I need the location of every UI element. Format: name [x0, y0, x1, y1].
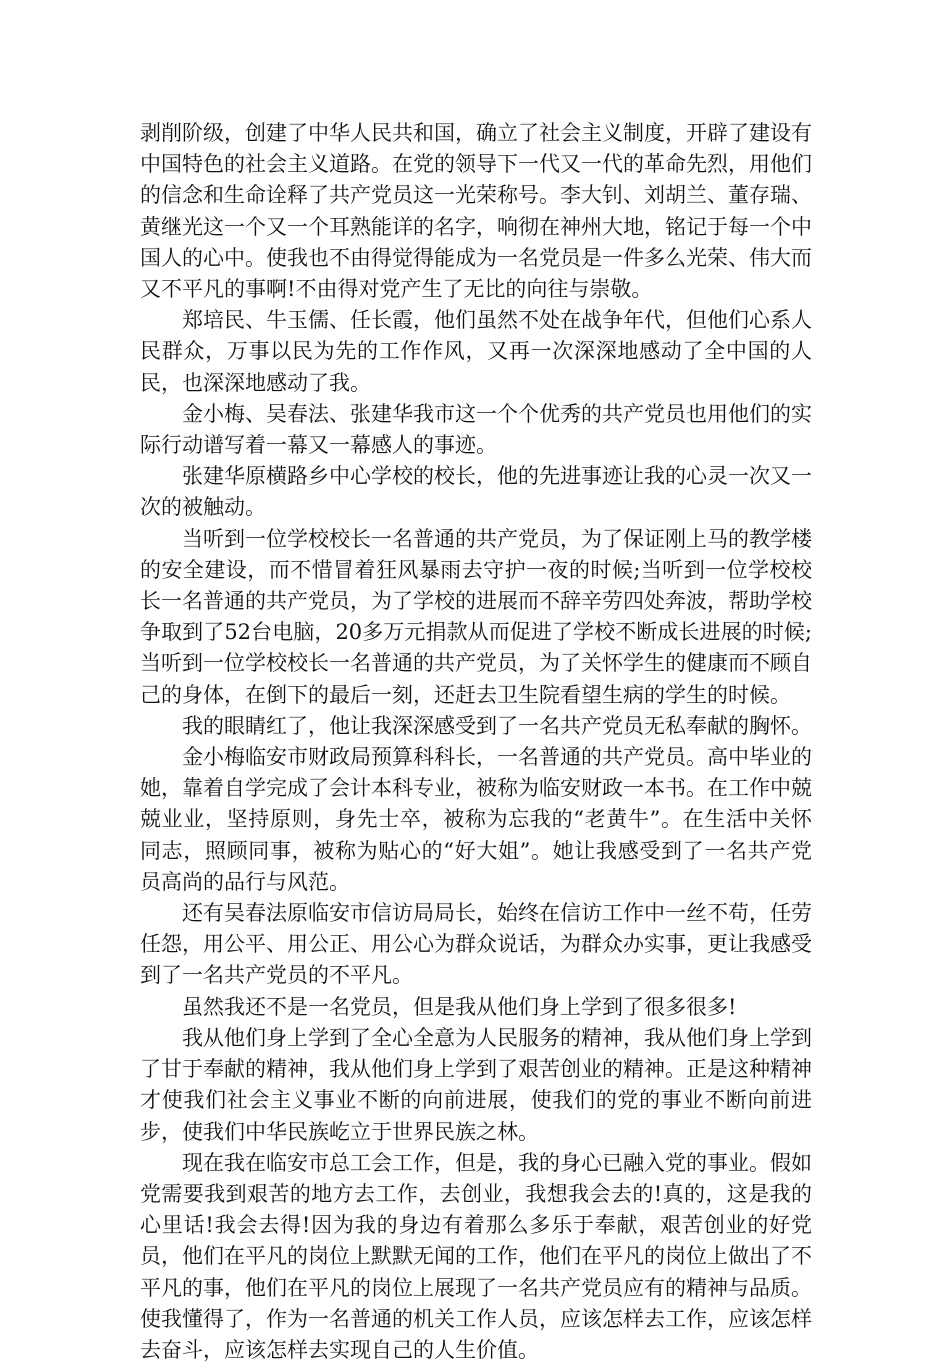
paragraph-8: 还有吴春法原临安市信访局局长，始终在信访工作中一丝不苟，任劳任怨，用公平、用公正、用公心为群众说话，为群众办实事，更让我感受到了一名共产党员的不平凡。: [140, 901, 812, 988]
paragraph-7: 金小梅临安市财政局预算科科长，一名普通的共产党员。高中毕业的她，靠着自学完成了会计本科专业，被称为临安财政一本书。在工作中兢兢业业，坚持原则，身先士卒，被称为忘我的“老黄牛”。在生活中关怀同志，照顾同事，被称为贴心的“好大姐”。她让我感受到了一名共产党员高尚的品行与风范。: [140, 745, 812, 894]
paragraph-5: 当听到一位学校校长一名普通的共产党员，为了保证刚上马的教学楼的安全建设，而不惜冒着狂风暴雨去守护一夜的时候;当听到一位学校校长一名普通的共产党员，为了学校的进展而不辞辛劳四处奔波，帮助学校争取到了52台电脑，20多万元捐款从而促进了学校不断成长进展的时候;当听到一位学校校长一名普通的共产党员，为了关怀学生的健康而不顾自己的身体，在倒下的最后一刻，还赶去卫生院看望生病的学生的时候。: [140, 526, 812, 707]
paragraph-3: 金小梅、吴春法、张建华我市这一个个优秀的共产党员也用他们的实际行动谱写着一幕又一幕感人的事迹。: [140, 401, 812, 458]
paragraph-4: 张建华原横路乡中心学校的校长，他的先进事迹让我的心灵一次又一次的被触动。: [140, 464, 812, 520]
paragraph-10: 我从他们身上学到了全心全意为人民服务的精神，我从他们身上学到了甘于奉献的精神，我从他们身上学到了艰苦创业的精神。正是这种精神才使我们社会主义事业不断的向前进展，使我们的党的事业不断向前进步，使我们中华民族屹立于世界民族之林。: [140, 1025, 812, 1144]
paragraph-1: 剥削阶级，创建了中华人民共和国，确立了社会主义制度，开辟了建设有中国特色的社会主义道路。在党的领导下一代又一代的革命先烈，用他们的信念和生命诠释了共产党员这一光荣称号。李大钊、刘胡兰、董存瑞、黄继光这一个又一个耳熟能详的名字，响彻在神州大地，铭记于每一个中国人的心中。使我也不由得觉得能成为一名党员是一件多么光荣、伟大而又不平凡的事啊!不由得对党产生了无比的向往与崇敬。: [140, 121, 812, 302]
paragraph-6: 我的眼睛红了，他让我深深感受到了一名共产党员无私奉献的胸怀。: [182, 713, 812, 738]
paragraph-9: 虽然我还不是一名党员，但是我从他们身上学到了很多很多!: [182, 994, 737, 1019]
document-body: [140, 118, 812, 1366]
paragraph-11: 现在我在临安市总工会工作，但是，我的身心已融入党的事业。假如党需要我到艰苦的地方去工作，去创业，我想我会去的!真的，这是我的心里话!我会去得!因为我的身边有着那么多乐于奉献，艰苦创业的好党员，他们在平凡的岗位上默默无闻的工作，他们在平凡的岗位上做出了不平凡的事，他们在平凡的岗位上展现了一名共产党员应有的精神与品质。使我懂得了，作为一名普通的机关工作人员，应该怎样去工作，应该怎样去奋斗，应该怎样去实现自己的人生价值。: [140, 1150, 812, 1362]
paragraph-2: 郑培民、牛玉儒、任长霞，他们虽然不处在战争年代，但他们心系人民群众，万事以民为先的工作作风，又再一次深深地感动了全中国的人民，也深深地感动了我。: [140, 308, 812, 395]
